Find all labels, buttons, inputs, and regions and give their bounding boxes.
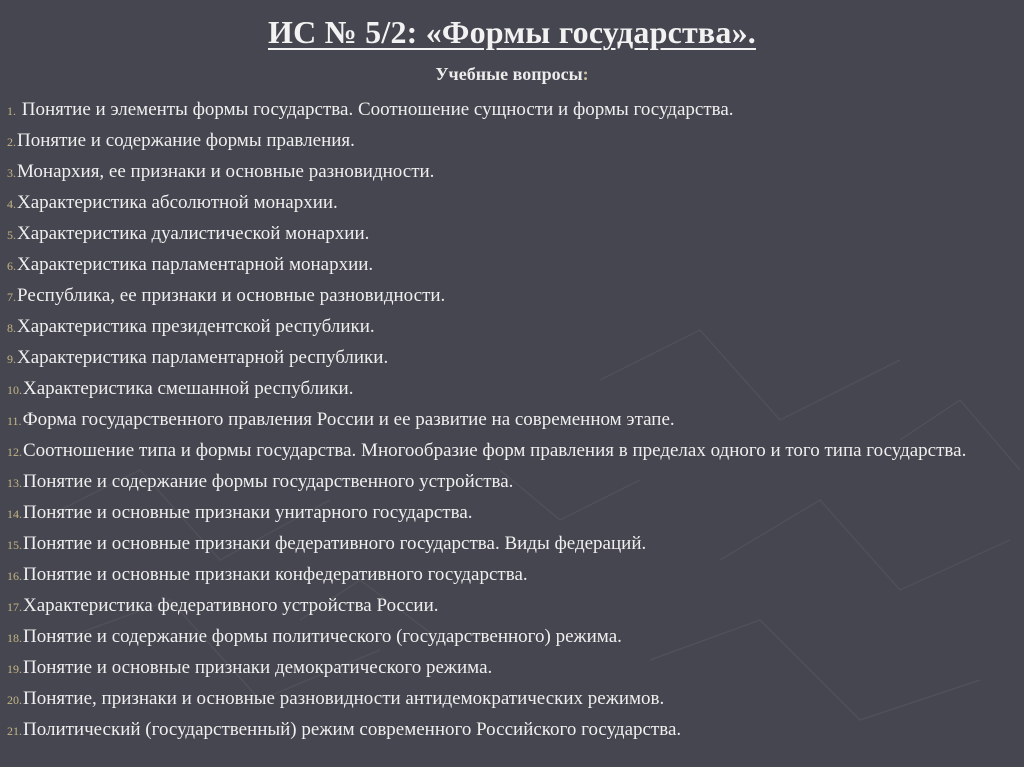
- list-item: [7, 126, 1017, 157]
- list-item: [7, 374, 1017, 405]
- slide-title: ИС № 5/2: «Формы государства».: [268, 14, 756, 50]
- item-number: 13.: [7, 476, 22, 490]
- list-item: [7, 343, 1017, 374]
- item-number: 16.: [7, 569, 22, 583]
- list-item: [7, 591, 1017, 622]
- list-item: [7, 436, 1017, 467]
- list-item: [7, 188, 1017, 219]
- item-text: Республика, ее признаки и основные разновидности.: [17, 285, 446, 306]
- item-text: Характеристика смешанной республики.: [23, 378, 354, 399]
- subtitle-colon: :: [582, 64, 589, 84]
- item-text: Характеристика абсолютной монархии.: [17, 192, 338, 213]
- item-text: Характеристика дуалистической монархии.: [17, 223, 370, 244]
- item-text: Соотношение типа и формы государства. Многообразие форм правления в пределах одного и того типа государства.: [23, 440, 967, 461]
- item-text: Характеристика президентской республики.: [17, 316, 375, 337]
- questions-list: [7, 95, 1017, 746]
- list-item: [7, 467, 1017, 498]
- item-text: Характеристика федеративного устройства России.: [23, 595, 439, 616]
- item-text: Характеристика парламентарной монархии.: [17, 254, 374, 275]
- item-text: Понятие, признаки и основные разновидности антидемократических режимов.: [23, 688, 665, 709]
- item-number: 2.: [7, 135, 16, 149]
- list-item: [7, 157, 1017, 188]
- list-item: [7, 405, 1017, 436]
- item-number: 10.: [7, 383, 22, 397]
- item-text: Политический (государственный) режим современного Российского государства.: [23, 719, 682, 740]
- item-text: Понятие и содержание формы политического (государственного) режима.: [23, 626, 622, 647]
- item-number: 1.: [7, 104, 16, 118]
- list-item: [7, 312, 1017, 343]
- item-text: Понятие и основные признаки демократического режима.: [23, 657, 493, 678]
- list-item: [7, 715, 1017, 746]
- item-number: 3.: [7, 166, 16, 180]
- item-text: Монархия, ее признаки и основные разновидности.: [17, 161, 435, 182]
- item-number: 17.: [7, 600, 22, 614]
- item-text: Характеристика парламентарной республики.: [17, 347, 389, 368]
- list-item: [7, 653, 1017, 684]
- item-text: Понятие и содержание формы государственного устройства.: [23, 471, 514, 492]
- item-number: 14.: [7, 507, 22, 521]
- list-item: [7, 95, 1017, 126]
- item-text: Понятие и основные признаки федеративного государства. Виды федераций.: [23, 533, 647, 554]
- item-number: 21.: [7, 724, 22, 738]
- list-item: [7, 250, 1017, 281]
- item-number: 11.: [7, 414, 22, 428]
- list-item: [7, 498, 1017, 529]
- item-number: 12.: [7, 445, 22, 459]
- list-item: [7, 560, 1017, 591]
- item-text: Понятие и элементы формы государства. Соотношение сущности и формы государства.: [17, 99, 734, 120]
- item-number: 6.: [7, 259, 16, 273]
- item-number: 7.: [7, 290, 16, 304]
- list-item: [7, 219, 1017, 250]
- item-text: Форма государственного правления России и ее развитие на современном этапе.: [22, 409, 675, 430]
- item-number: 20.: [7, 693, 22, 707]
- item-number: 15.: [7, 538, 22, 552]
- item-number: 18.: [7, 631, 22, 645]
- item-number: 4.: [7, 197, 16, 211]
- item-number: 19.: [7, 662, 22, 676]
- list-item: [7, 684, 1017, 715]
- item-text: Понятие и содержание формы правления.: [17, 130, 355, 151]
- item-text: Понятие и основные признаки конфедеративного государства.: [23, 564, 528, 585]
- item-number: 9.: [7, 352, 16, 366]
- subtitle-text: Учебные вопросы: [435, 64, 583, 84]
- list-item: [7, 529, 1017, 560]
- item-number: 8.: [7, 321, 16, 335]
- list-item: [7, 622, 1017, 653]
- item-number: 5.: [7, 228, 16, 242]
- item-text: Понятие и основные признаки унитарного государства.: [23, 502, 473, 523]
- list-item: [7, 281, 1017, 312]
- subtitle: [0, 64, 1024, 85]
